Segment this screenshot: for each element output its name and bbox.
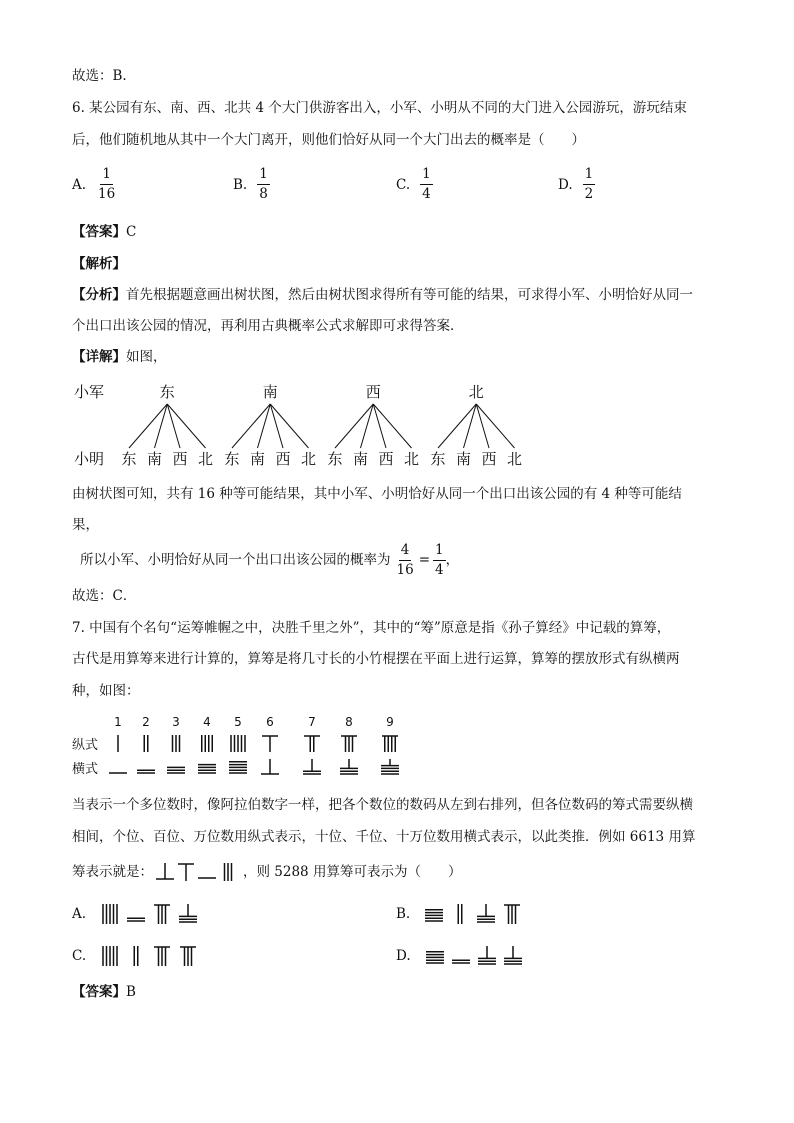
rod-horizontal-4	[198, 765, 216, 773]
rod-horizontal-8	[478, 946, 496, 964]
option-label: C.	[72, 948, 87, 964]
rod-vertical-7	[304, 736, 320, 752]
tree-parent-1: 南	[262, 383, 278, 401]
option-label: A.	[72, 176, 87, 193]
rod-numeral-table	[0, 710, 794, 780]
q7-body-line-2: 相间，个位、百位、万位数用纵式表示，十位、千位、十万位数用横式表示，以此类推．例如 6613 用算	[72, 829, 696, 845]
rod-vertical-8	[154, 947, 170, 966]
option-fraction: $\frac{1}{2}$	[584, 166, 594, 202]
tree-child: 北	[403, 450, 420, 468]
rod-horizontal-7	[303, 759, 321, 774]
vertical-form-label: 纵式	[72, 738, 99, 753]
rod-vertical-9	[382, 736, 398, 752]
digit-header: 2	[142, 715, 150, 729]
q7-answer	[72, 982, 136, 1002]
rod-horizontal-5	[425, 910, 443, 921]
rod-horizontal-5	[426, 952, 444, 963]
tree-branch	[232, 404, 270, 448]
analysis-tag: 【解析】	[72, 256, 126, 272]
rod-horizontal-8	[504, 946, 522, 964]
option-label: C.	[396, 176, 411, 193]
rod-horizontal-2	[137, 770, 155, 773]
tree-child: 南	[146, 450, 163, 468]
q7-stem-line-1: 7. 中国有个名句“运筹帷幄之中，决胜千里之外”，其中的“筹”原意是指《孙子算经》中记载的算筹，	[72, 620, 671, 636]
tree-branch	[438, 404, 476, 448]
rod-vertical-8	[180, 947, 196, 966]
q6-xiangjie: 【详解】如图，	[72, 349, 167, 365]
q6-answer	[72, 222, 136, 242]
tree-child: 西	[481, 450, 497, 468]
tree-branch	[129, 404, 167, 448]
tree-branch	[373, 404, 411, 448]
tree-row2-label: 小明	[74, 450, 105, 468]
rod-vertical-8	[504, 905, 520, 924]
q7-option-a[interactable]	[72, 900, 236, 928]
digit-header: 3	[172, 715, 180, 729]
rod-vertical-3	[225, 863, 232, 881]
option-label: D.	[396, 948, 411, 964]
example-6613-rods	[153, 860, 243, 884]
q7-option-c[interactable]	[72, 942, 236, 970]
q6-probability-line: 所以小军、小明恰好从同一个出口出该公园的概率为 $\frac{4}{16}$ = $\frac{1}{4}$ ，	[80, 541, 460, 578]
q6-fenxi-line-2: 个出口出该公园的情况，再利用古典概率公式求解即可求得答案．	[72, 318, 464, 334]
q7-option-d[interactable]	[396, 942, 561, 970]
option-d-rods	[421, 942, 561, 970]
rod-horizontal-3	[167, 767, 185, 773]
tree-child: 东	[224, 450, 240, 468]
prob-fraction-2: $\frac{1}{4}$	[435, 541, 444, 578]
q6-option-a[interactable]	[72, 166, 117, 203]
option-fraction: $\frac{1}{4}$	[422, 166, 431, 202]
rod-horizontal-8	[179, 904, 197, 922]
q6-result-line-1: 由树状图可知，共有 16 种等可能结果，其中小军、小明恰好从同一个出口出该公园的有 4 种等可能结	[72, 486, 682, 502]
option-a-rods	[96, 900, 236, 928]
q7-option-b[interactable]	[396, 900, 560, 928]
q6-fenxi-line-1: 【分析】首先根据题意画出树状图，然后由树状图求得所有等可能的结果，可求得小军、小明恰好从同一	[72, 287, 693, 303]
tree-child: 西	[378, 450, 394, 468]
option-c-rods	[96, 942, 236, 970]
rod-vertical-5	[103, 946, 117, 966]
q7-body-line-1: 当表示一个多位数时，像阿拉伯数字一样，把各个数位的数码从左到右排列，但各位数码的筹式需要纵横	[72, 797, 693, 813]
rod-horizontal-9	[381, 759, 399, 774]
q7-stem-line-3: 种，如图：	[72, 683, 140, 699]
digit-header: 6	[266, 715, 274, 729]
option-fraction: $\frac{1}{8}$	[259, 166, 268, 202]
rod-horizontal-2	[127, 918, 145, 921]
tree-child: 西	[275, 450, 291, 468]
tree-child: 东	[327, 450, 343, 468]
option-label: A.	[72, 906, 87, 922]
tree-child: 北	[197, 450, 214, 468]
digit-header: 8	[345, 715, 353, 729]
option-label: B.	[233, 176, 248, 193]
prev-conclusion: 故选：B.	[72, 68, 127, 84]
answer-tag: 【答案】	[72, 984, 126, 1000]
rod-vertical-5	[103, 904, 117, 924]
rod-horizontal-8	[340, 759, 358, 774]
tree-child: 北	[300, 450, 317, 468]
rod-vertical-3	[173, 735, 180, 752]
rod-vertical-4	[202, 735, 213, 752]
tree-child: 南	[352, 450, 369, 468]
tree-parent-0: 东	[159, 383, 175, 401]
tree-child: 东	[121, 450, 137, 468]
tree-branch	[476, 404, 514, 448]
answer-tag: 【答案】	[72, 224, 126, 240]
q6-option-d[interactable]	[558, 166, 595, 203]
digit-header: 4	[203, 715, 211, 729]
option-fraction: $\frac{1}{16}$	[98, 166, 116, 202]
answer-value: C	[126, 224, 137, 240]
rod-horizontal-2	[452, 960, 470, 963]
q6-option-b[interactable]	[233, 166, 270, 203]
rod-vertical-2	[458, 904, 462, 924]
q7-body-line-3: 筹表示就是： ，则 5288 用算筹可表示为（ ）	[72, 860, 461, 884]
option-label: B.	[396, 906, 411, 922]
rod-horizontal-8	[477, 904, 495, 922]
q6-option-c[interactable]	[396, 166, 433, 203]
tree-branch	[167, 404, 205, 448]
q6-conclusion: 故选：C．	[72, 588, 137, 604]
rod-vertical-8	[154, 905, 170, 924]
tree-parent-3: 北	[468, 383, 484, 401]
q6-result-line-2: 果，	[72, 517, 99, 533]
q6-stem-line-1: 6. 某公园有东、南、西、北共 4 个大门供游客出入，小军、小明从不同的大门进入公园游玩，游玩结束	[72, 100, 687, 116]
tree-child: 东	[430, 450, 446, 468]
digit-header: 5	[234, 715, 242, 729]
rod-vertical-2	[134, 946, 138, 966]
rod-vertical-6	[178, 864, 194, 881]
tree-branch	[270, 404, 308, 448]
rod-horizontal-5	[229, 762, 247, 773]
digit-header: 9	[386, 715, 394, 729]
xiangjie-tag: 【详解】	[72, 349, 126, 365]
rod-vertical-5	[231, 735, 245, 752]
rod-horizontal-6	[261, 759, 279, 774]
tree-child: 南	[455, 450, 472, 468]
rod-horizontal-6	[156, 863, 174, 879]
rod-vertical-2	[144, 735, 148, 752]
q6-analysis-heading	[72, 254, 126, 274]
q6-stem-line-2: 后，他们随机地从其中一个大门离开，则他们恰好从同一个大门出去的概率是（ ）	[72, 132, 585, 148]
fenxi-tag: 【分析】	[72, 287, 126, 303]
horizontal-form-label: 横式	[72, 762, 99, 777]
rod-vertical-6	[262, 736, 278, 752]
tree-diagram	[0, 378, 794, 478]
option-b-rods	[420, 900, 560, 928]
tree-child: 西	[172, 450, 188, 468]
option-label: D.	[558, 176, 573, 193]
tree-child: 南	[249, 450, 266, 468]
tree-child: 北	[506, 450, 523, 468]
tree-branch	[335, 404, 373, 448]
prob-fraction-1: $\frac{4}{16}$	[396, 541, 414, 578]
answer-value: B	[126, 984, 136, 1000]
tree-parent-2: 西	[365, 383, 381, 401]
digit-header: 7	[308, 715, 316, 729]
digit-header: 1	[114, 715, 122, 729]
rod-vertical-8	[341, 736, 357, 752]
tree-row1-label: 小军	[74, 383, 105, 401]
q7-stem-line-2: 古代是用算筹来进行计算的，算筹是将几寸长的小竹棍摆在平面上进行运算，算筹的摆放形式有纵横两	[72, 651, 680, 667]
